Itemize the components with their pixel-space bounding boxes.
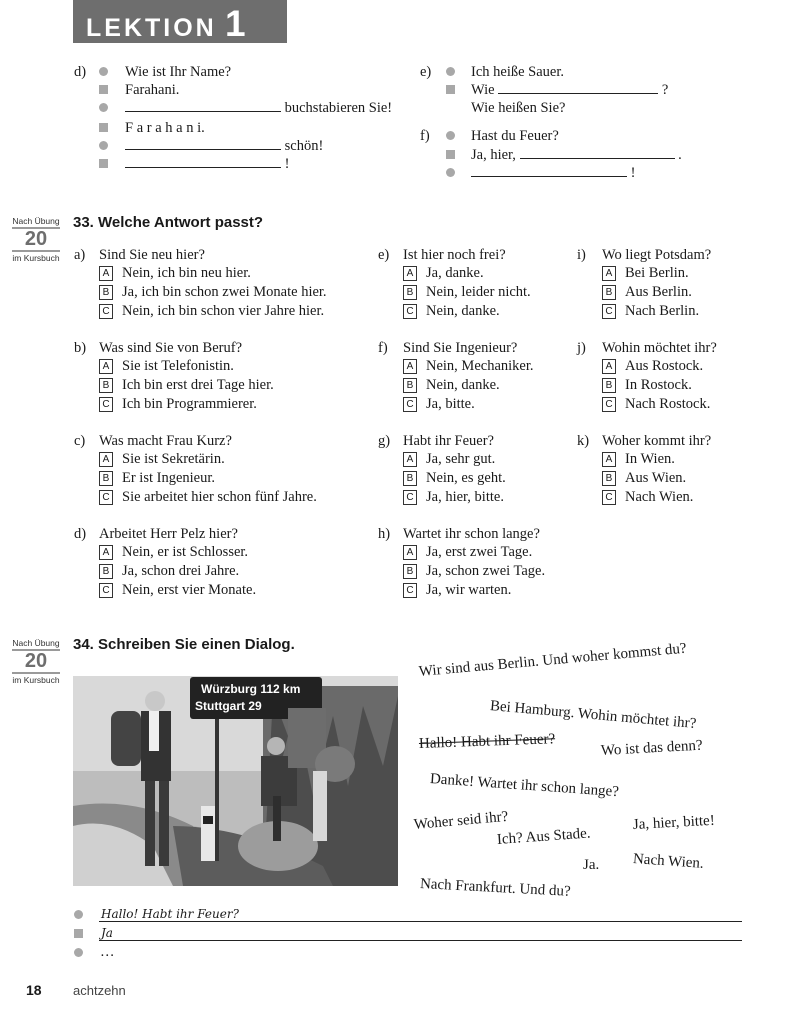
answer-checkbox[interactable]: A: [403, 452, 417, 467]
dialog-line: Farahani.: [125, 82, 180, 98]
answer-checkbox[interactable]: C: [602, 490, 616, 505]
speaker-a-dot-icon: [446, 67, 455, 76]
answer-text: Ja, schon zwei Tage.: [426, 563, 546, 579]
answer-checkbox[interactable]: C: [99, 304, 113, 319]
answer-option[interactable]: [403, 450, 495, 468]
reference-bottom: im Kursbuch: [12, 253, 60, 263]
question-text: Habt ihr Feuer?: [403, 433, 494, 449]
answer-text: Aus Berlin.: [625, 284, 692, 300]
speaker-b-square-icon: [446, 85, 455, 94]
question-letter: k): [577, 433, 590, 449]
answer-text: Nein, er ist Schlosser.: [122, 544, 249, 560]
dialog-line: Wie ist Ihr Name?: [125, 64, 232, 80]
answer-checkbox[interactable]: C: [602, 304, 616, 319]
speaker-a-dot-icon: [74, 948, 83, 957]
speaker-b-square-icon: [99, 159, 108, 168]
page-number: 18: [26, 982, 42, 998]
answer-text: …: [100, 944, 115, 960]
question-letter: f): [378, 340, 388, 356]
phrase: Danke! Wartet ihr schon lange?: [429, 771, 620, 801]
answer-line[interactable]: [99, 940, 742, 941]
dialog-line: Hast du Feuer?: [471, 128, 559, 144]
answer-checkbox[interactable]: B: [403, 285, 417, 300]
speaker-b-square-icon: [99, 123, 108, 132]
answer-text: Ja, bitte.: [426, 396, 475, 412]
road-sign-line: Würzburg 112 km: [201, 682, 301, 696]
answer-option[interactable]: [403, 562, 545, 580]
phrase: Woher seid ihr?: [413, 808, 509, 833]
answer-checkbox[interactable]: A: [99, 266, 113, 281]
answer-option[interactable]: [403, 302, 500, 320]
answer-checkbox[interactable]: B: [602, 378, 616, 393]
reference-number: 20: [12, 649, 60, 674]
exercise-title: Welche Antwort passt?: [98, 214, 264, 231]
speaker-a-dot-icon: [446, 131, 455, 140]
answer-text: Ich bin Programmierer.: [122, 396, 257, 412]
answer-option[interactable]: [602, 264, 689, 282]
question-text: Sind Sie Ingenieur?: [403, 340, 518, 356]
answer-checkbox[interactable]: C: [99, 397, 113, 412]
exercise-34-heading: [73, 636, 295, 653]
speaker-a-dot-icon: [99, 67, 108, 76]
answer-checkbox[interactable]: B: [99, 564, 113, 579]
answer-text: Nach Rostock.: [625, 396, 711, 412]
answer-text: Ja, ich bin schon zwei Monate hier.: [122, 284, 327, 300]
answer-text: Bei Berlin.: [625, 265, 689, 281]
page-number-word: achtzehn: [73, 983, 126, 998]
item-letter-e: e): [420, 64, 432, 80]
speaker-b-square-icon: [99, 85, 108, 94]
exercise-number: 33.: [73, 214, 94, 231]
reference-top: Nach Übung: [12, 216, 60, 226]
answer-checkbox[interactable]: B: [602, 471, 616, 486]
answer-checkbox[interactable]: A: [403, 545, 417, 560]
speaker-b-square-icon: [446, 150, 455, 159]
answer-text: Nein, leider nicht.: [426, 284, 531, 300]
answer-option[interactable]: [99, 450, 225, 468]
fill-blank[interactable]: [520, 146, 675, 159]
phrase: Nach Frankfurt. Und du?: [419, 876, 572, 900]
answer-checkbox[interactable]: B: [403, 471, 417, 486]
answer-text: Ja: [101, 926, 113, 940]
exercise-title: Schreiben Sie einen Dialog.: [98, 636, 295, 653]
answer-option[interactable]: [403, 376, 500, 394]
answer-text: Nein, ich bin neu hier.: [122, 265, 251, 281]
answer-option[interactable]: [99, 357, 234, 375]
answer-option[interactable]: [602, 376, 692, 394]
answer-text: Sie ist Telefonistin.: [122, 358, 234, 374]
answer-text: Aus Wien.: [625, 470, 687, 486]
phrase: Ja, hier, bitte!: [632, 812, 716, 833]
answer-checkbox[interactable]: B: [403, 378, 417, 393]
answer-option[interactable]: [99, 543, 248, 561]
answer-option[interactable]: [99, 581, 256, 599]
answer-text: Nein, danke.: [426, 377, 500, 393]
answer-text: Ich bin erst drei Tage hier.: [122, 377, 274, 393]
answer-option[interactable]: [99, 283, 327, 301]
dialog-line: F a r a h a n i.: [125, 120, 205, 136]
question-letter: e): [378, 247, 390, 263]
reference-bottom: im Kursbuch: [12, 675, 60, 685]
answer-text: In Wien.: [625, 451, 675, 467]
fill-blank[interactable]: [498, 81, 658, 94]
answer-text: Ja, sehr gut.: [426, 451, 496, 467]
lesson-number: 1: [225, 3, 246, 44]
answer-checkbox[interactable]: A: [403, 266, 417, 281]
answer-text: Nein, ich bin schon vier Jahre hier.: [122, 303, 325, 319]
answer-option[interactable]: [99, 562, 239, 580]
answer-checkbox[interactable]: C: [602, 397, 616, 412]
lesson-word: LEKTION: [86, 14, 217, 42]
question-letter: j): [577, 340, 586, 356]
phrase: Wo ist das denn?: [600, 737, 703, 759]
exercise-33-heading: [73, 214, 263, 231]
answer-checkbox[interactable]: A: [99, 452, 113, 467]
dialog-line: !: [630, 165, 636, 181]
question-letter: i): [577, 247, 586, 263]
speaker-a-dot-icon: [446, 168, 455, 177]
answer-checkbox[interactable]: A: [99, 545, 113, 560]
kursbuch-reference: [10, 638, 62, 685]
question-letter: c): [74, 433, 86, 449]
dialog-line: schön!: [284, 138, 324, 154]
answer-checkbox[interactable]: C: [403, 583, 417, 598]
answer-text: Sie ist Sekretärin.: [122, 451, 225, 467]
question-letter: b): [74, 340, 87, 356]
answer-option[interactable]: [403, 395, 475, 413]
answer-checkbox[interactable]: A: [403, 359, 417, 374]
question-text: Wartet ihr schon lange?: [403, 526, 540, 542]
answer-option[interactable]: [602, 302, 699, 320]
item-letter-d: d): [74, 64, 87, 80]
dialog-line: !: [284, 156, 290, 172]
answer-checkbox[interactable]: B: [602, 285, 616, 300]
phrase: Wir sind aus Berlin. Und woher kommst du?: [418, 640, 688, 680]
answer-option[interactable]: [99, 376, 274, 394]
answer-option[interactable]: [99, 395, 257, 413]
phrase-used: Hallo! Habt ihr Feuer?: [418, 731, 556, 752]
lesson-banner: [73, 0, 287, 43]
question-letter: g): [378, 433, 391, 449]
answer-checkbox[interactable]: A: [602, 359, 616, 374]
answer-text: Nein, es geht.: [426, 470, 506, 486]
question-text: Was sind Sie von Beruf?: [99, 340, 243, 356]
speaker-a-dot-icon: [99, 141, 108, 150]
answer-checkbox[interactable]: C: [403, 397, 417, 412]
question-letter: h): [378, 526, 391, 542]
answer-text: Nach Wien.: [625, 489, 694, 505]
answer-option[interactable]: [403, 469, 506, 487]
answer-checkbox[interactable]: A: [99, 359, 113, 374]
answer-text: Nein, erst vier Monate.: [122, 582, 257, 598]
answer-checkbox[interactable]: C: [403, 490, 417, 505]
answer-checkbox[interactable]: B: [403, 564, 417, 579]
phrase: Ja.: [583, 857, 600, 873]
fill-blank[interactable]: [125, 99, 281, 112]
answer-checkbox[interactable]: A: [602, 266, 616, 281]
answer-option[interactable]: [602, 488, 693, 506]
answer-option[interactable]: [403, 543, 532, 561]
reference-number: 20: [12, 227, 60, 252]
answer-option[interactable]: [403, 357, 534, 375]
phrase: Bei Hamburg. Wohin möchtet ihr?: [489, 698, 697, 733]
answer-option[interactable]: [602, 357, 703, 375]
answer-checkbox[interactable]: C: [403, 304, 417, 319]
question-letter: a): [74, 247, 86, 263]
hitchhikers-photo: [73, 676, 398, 886]
answer-text: Hallo! Habt ihr Feuer?: [101, 907, 239, 921]
answer-option[interactable]: [602, 395, 710, 413]
dialog-line: Ja, hier,: [471, 147, 516, 163]
answer-checkbox[interactable]: B: [99, 471, 113, 486]
question-text: Wohin möchtet ihr?: [602, 340, 717, 356]
answer-option[interactable]: [99, 264, 251, 282]
answer-text: Ja, schon drei Jahre.: [122, 563, 240, 579]
dialog-line: ?: [661, 82, 669, 98]
dialog-line: .: [678, 147, 682, 163]
speaker-a-dot-icon: [99, 103, 108, 112]
question-text: Wo liegt Potsdam?: [602, 247, 712, 263]
answer-text: Ja, hier, bitte.: [426, 489, 504, 505]
dialog-line: Wie: [471, 82, 495, 98]
answer-option[interactable]: [403, 488, 504, 506]
fill-blank[interactable]: [125, 137, 281, 150]
fill-blank[interactable]: [471, 164, 627, 177]
question-text: Sind Sie neu hier?: [99, 247, 205, 263]
dialog-line: Wie heißen Sie?: [471, 100, 566, 116]
dialog-line: Ich heiße Sauer.: [471, 64, 565, 80]
answer-text: Nein, Mechaniker.: [426, 358, 534, 374]
answer-text: Sie arbeitet hier schon fünf Jahre.: [122, 489, 317, 505]
dialog-line: buchstabieren Sie!: [284, 100, 393, 116]
answer-checkbox[interactable]: A: [602, 452, 616, 467]
speaker-b-square-icon: [74, 929, 83, 938]
kursbuch-reference: [10, 216, 62, 263]
speaker-a-dot-icon: [74, 910, 83, 919]
answer-option[interactable]: [602, 283, 692, 301]
item-letter-f: f): [420, 128, 430, 144]
question-letter: d): [74, 526, 87, 542]
answer-text: Nein, danke.: [426, 303, 500, 319]
answer-text: Nach Berlin.: [625, 303, 700, 319]
answer-text: Er ist Ingenieur.: [122, 470, 216, 486]
phrase: Ich? Aus Stade.: [496, 825, 592, 848]
answer-checkbox[interactable]: B: [99, 378, 113, 393]
answer-checkbox[interactable]: C: [99, 583, 113, 598]
answer-checkbox[interactable]: B: [99, 285, 113, 300]
answer-text: Ja, danke.: [426, 265, 484, 281]
answer-text: Ja, erst zwei Tage.: [426, 544, 533, 560]
answer-option[interactable]: [99, 488, 317, 506]
question-text: Ist hier noch frei?: [403, 247, 506, 263]
answer-text: Aus Rostock.: [625, 358, 704, 374]
answer-option[interactable]: [99, 469, 215, 487]
answer-checkbox[interactable]: C: [99, 490, 113, 505]
question-text: Arbeitet Herr Pelz hier?: [99, 526, 238, 542]
fill-blank[interactable]: [125, 155, 281, 168]
answer-text: Ja, wir warten.: [426, 582, 512, 598]
answer-option[interactable]: [602, 469, 686, 487]
phrase: Nach Wien.: [632, 851, 705, 872]
answer-option[interactable]: [403, 581, 511, 599]
exercise-number: 34.: [73, 636, 94, 653]
answer-text: In Rostock.: [625, 377, 692, 393]
question-text: Woher kommt ihr?: [602, 433, 712, 449]
question-text: Was macht Frau Kurz?: [99, 433, 232, 449]
reference-top: Nach Übung: [12, 638, 60, 648]
answer-option[interactable]: [99, 302, 324, 320]
road-sign-line: Stuttgart 29: [195, 699, 262, 713]
answer-option[interactable]: [403, 264, 484, 282]
answer-option[interactable]: [403, 283, 531, 301]
answer-option[interactable]: [602, 450, 675, 468]
